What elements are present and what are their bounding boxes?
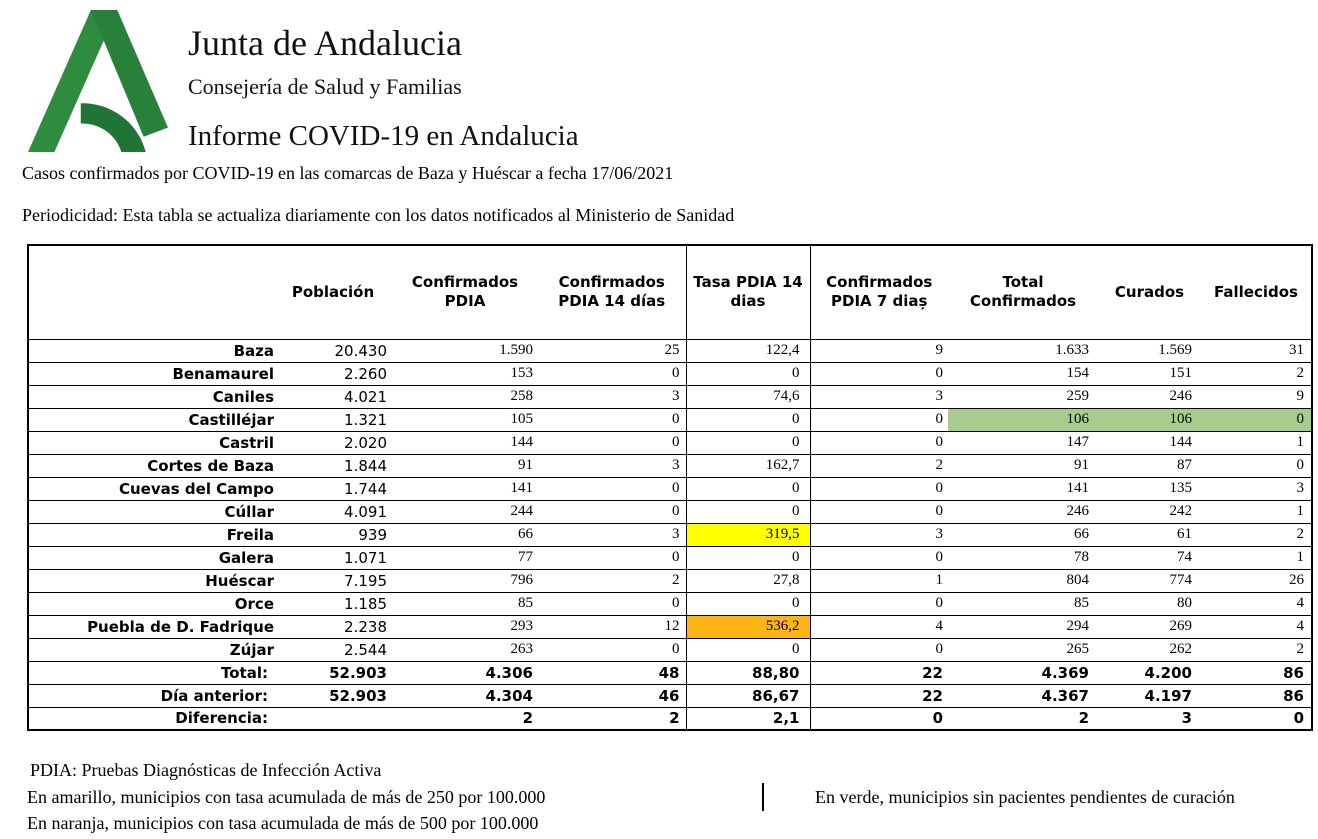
cell: 2	[538, 707, 686, 730]
table-body	[28, 339, 1312, 730]
cell: 66	[392, 523, 538, 546]
cell: 4.021	[274, 385, 392, 408]
cell: 2	[392, 707, 538, 730]
table-corner-cell	[28, 245, 274, 339]
cell: 135	[1098, 477, 1201, 500]
report-title: Informe COVID-19 en Andalucia	[188, 120, 579, 152]
cell: 0	[810, 408, 948, 431]
cell: 0	[686, 638, 810, 661]
cell: 87	[1098, 454, 1201, 477]
table-row	[28, 339, 1312, 362]
cell: 1	[1201, 431, 1312, 454]
cell: 106	[948, 408, 1098, 431]
cell: 0	[538, 431, 686, 454]
cell: 0	[810, 362, 948, 385]
cell: 0	[810, 546, 948, 569]
cell: 1.590	[392, 339, 538, 362]
cell: 3	[1201, 477, 1312, 500]
column-header: Total Confirmados	[969, 272, 1077, 311]
cell: 4.369	[948, 661, 1098, 684]
cell: 0	[810, 707, 948, 730]
cell: 0	[686, 431, 810, 454]
dept-title: Consejería de Salud y Familias	[188, 74, 462, 99]
cell: 74,6	[686, 385, 810, 408]
cell: 22	[810, 661, 948, 684]
junta-andalucia-logo-icon	[26, 8, 168, 152]
cell: 7.195	[274, 569, 392, 592]
summary-row	[28, 707, 1312, 730]
cell: 1.321	[274, 408, 392, 431]
cell: 74	[1098, 546, 1201, 569]
cell: 0	[810, 638, 948, 661]
table-row	[28, 362, 1312, 385]
cell: 0	[686, 592, 810, 615]
cell: 2	[810, 454, 948, 477]
cell: 0	[538, 592, 686, 615]
cell: 0	[1201, 707, 1312, 730]
cell: 2	[538, 569, 686, 592]
table-row	[28, 523, 1312, 546]
cell: 86	[1201, 661, 1312, 684]
cell: 0	[810, 477, 948, 500]
footnote-orange: En naranja, municipios con tasa acumulada de más de 500 por 100.000	[27, 813, 539, 833]
cell: 4.306	[392, 661, 538, 684]
cell: 78	[948, 546, 1098, 569]
cell: 2,1	[686, 707, 810, 730]
cell	[274, 707, 392, 730]
table-row	[28, 454, 1312, 477]
cell: 91	[948, 454, 1098, 477]
cell: 1	[810, 569, 948, 592]
cell: 0	[538, 638, 686, 661]
cell: 262	[1098, 638, 1201, 661]
cell: 0	[538, 408, 686, 431]
column-header: Población	[291, 282, 375, 301]
cell: 796	[392, 569, 538, 592]
cell: 3	[538, 454, 686, 477]
cell: 0	[1201, 454, 1312, 477]
cell: 4.200	[1098, 661, 1201, 684]
municipality-name: Zújar	[28, 638, 274, 661]
summary-label: Día anterior:	[28, 684, 274, 707]
cell: 86,67	[686, 684, 810, 707]
table-row	[28, 500, 1312, 523]
municipality-name: Cuevas del Campo	[28, 477, 274, 500]
report-subtitle: Casos confirmados por COVID-19 en las comarcas de Baza y Huéscar a fecha 17/06/2021	[22, 163, 674, 183]
cell: 3	[538, 385, 686, 408]
cell: 106	[1098, 408, 1201, 431]
municipality-name: Cúllar	[28, 500, 274, 523]
cell: 22	[810, 684, 948, 707]
cell: 86	[1201, 684, 1312, 707]
cell: 151	[1098, 362, 1201, 385]
cell: 91	[392, 454, 538, 477]
table-row	[28, 431, 1312, 454]
cell: 61	[1098, 523, 1201, 546]
cell: 2.544	[274, 638, 392, 661]
cell: 4	[810, 615, 948, 638]
cell: 1.569	[1098, 339, 1201, 362]
cell: 293	[392, 615, 538, 638]
cell: 242	[1098, 500, 1201, 523]
cell: 85	[392, 592, 538, 615]
column-header: Tasa PDIA 14 dias	[686, 245, 810, 339]
municipality-name: Cortes de Baza	[28, 454, 274, 477]
cell: 259	[948, 385, 1098, 408]
cell: 154	[948, 362, 1098, 385]
cell: 3	[810, 523, 948, 546]
cell: 2	[948, 707, 1098, 730]
cell: 26	[1201, 569, 1312, 592]
cell: 804	[948, 569, 1098, 592]
cell: 144	[392, 431, 538, 454]
summary-row	[28, 684, 1312, 707]
cell: 52.903	[274, 661, 392, 684]
footnote-yellow: En amarillo, municipios con tasa acumulada de más de 250 por 100.000	[27, 787, 546, 807]
cell: 2	[1201, 523, 1312, 546]
cell: 20.430	[274, 339, 392, 362]
cell: 0	[810, 592, 948, 615]
cell: 1.071	[274, 546, 392, 569]
cell: 77	[392, 546, 538, 569]
cell: 774	[1098, 569, 1201, 592]
cell: 3	[1098, 707, 1201, 730]
cell: 4.367	[948, 684, 1098, 707]
cell: 0	[686, 546, 810, 569]
table-row	[28, 546, 1312, 569]
cell: 265	[948, 638, 1098, 661]
column-header: Confirmados PDIA 7 diaș	[826, 272, 933, 311]
cell: 0	[538, 500, 686, 523]
cell: 939	[274, 523, 392, 546]
cell: 31	[1201, 339, 1312, 362]
cell: 258	[392, 385, 538, 408]
cell: 27,8	[686, 569, 810, 592]
summary-row	[28, 661, 1312, 684]
cell: 122,4	[686, 339, 810, 362]
cell: 2.020	[274, 431, 392, 454]
table-row	[28, 569, 1312, 592]
cell: 319,5	[686, 523, 810, 546]
cell: 4.304	[392, 684, 538, 707]
cell: 80	[1098, 592, 1201, 615]
cell: 2	[1201, 638, 1312, 661]
cell: 0	[686, 500, 810, 523]
municipality-name: Castilléjar	[28, 408, 274, 431]
cell: 0	[686, 362, 810, 385]
municipality-name: Baza	[28, 339, 274, 362]
table-row	[28, 615, 1312, 638]
cell: 0	[810, 500, 948, 523]
column-header: Confirmados PDIA	[411, 272, 519, 311]
cell: 2.260	[274, 362, 392, 385]
org-title: Junta de Andalucia	[188, 23, 462, 63]
municipality-name: Benamaurel	[28, 362, 274, 385]
cell: 294	[948, 615, 1098, 638]
cell: 536,2	[686, 615, 810, 638]
cell: 3	[810, 385, 948, 408]
column-header: Curados	[1114, 282, 1185, 301]
municipality-name: Huéscar	[28, 569, 274, 592]
periodicity-note: Periodicidad: Esta tabla se actualiza diariamente con los datos notificados al Ministerio de Sanidad	[22, 205, 735, 225]
cell: 0	[686, 408, 810, 431]
cell: 1.744	[274, 477, 392, 500]
cell: 1.633	[948, 339, 1098, 362]
cell: 244	[392, 500, 538, 523]
cell: 3	[538, 523, 686, 546]
summary-label: Total:	[28, 661, 274, 684]
cell: 0	[686, 477, 810, 500]
municipality-name: Castril	[28, 431, 274, 454]
cell: 9	[810, 339, 948, 362]
cell: 4.197	[1098, 684, 1201, 707]
table-header-row	[28, 245, 1312, 339]
cell: 48	[538, 661, 686, 684]
table-row	[28, 385, 1312, 408]
cell: 246	[948, 500, 1098, 523]
covid-cases-table	[27, 244, 1313, 731]
cell: 269	[1098, 615, 1201, 638]
cell: 2	[1201, 362, 1312, 385]
cell: 162,7	[686, 454, 810, 477]
cell: 4	[1201, 615, 1312, 638]
cell: 0	[1201, 408, 1312, 431]
cell: 46	[538, 684, 686, 707]
cell: 88,80	[686, 661, 810, 684]
cell: 52.903	[274, 684, 392, 707]
cell: 0	[810, 431, 948, 454]
footnote-divider	[762, 783, 764, 811]
cell: 2.238	[274, 615, 392, 638]
cell: 85	[948, 592, 1098, 615]
column-header: Confirmados PDIA 14 días	[558, 272, 666, 311]
footnote-pdia: PDIA: Pruebas Diagnósticas de Infección Activa	[30, 760, 382, 780]
table-row	[28, 477, 1312, 500]
cell: 4	[1201, 592, 1312, 615]
cell: 25	[538, 339, 686, 362]
cell: 246	[1098, 385, 1201, 408]
cell: 12	[538, 615, 686, 638]
municipality-name: Orce	[28, 592, 274, 615]
footnote-green: En verde, municipios sin pacientes pendientes de curación	[815, 787, 1235, 807]
cell: 0	[538, 477, 686, 500]
cell: 1.185	[274, 592, 392, 615]
municipality-name: Galera	[28, 546, 274, 569]
cell: 0	[538, 362, 686, 385]
table-row	[28, 592, 1312, 615]
cell: 144	[1098, 431, 1201, 454]
cell: 153	[392, 362, 538, 385]
cell: 66	[948, 523, 1098, 546]
municipality-name: Caniles	[28, 385, 274, 408]
cell: 263	[392, 638, 538, 661]
summary-label: Diferencia:	[28, 707, 274, 730]
cell: 105	[392, 408, 538, 431]
cell: 1	[1201, 546, 1312, 569]
table-row	[28, 408, 1312, 431]
cell: 1	[1201, 500, 1312, 523]
municipality-name: Puebla de D. Fadrique	[28, 615, 274, 638]
cell: 141	[948, 477, 1098, 500]
column-header: Fallecidos	[1214, 282, 1298, 301]
cell: 0	[538, 546, 686, 569]
table-row	[28, 638, 1312, 661]
cell: 1.844	[274, 454, 392, 477]
cell: 141	[392, 477, 538, 500]
cell: 4.091	[274, 500, 392, 523]
cell: 9	[1201, 385, 1312, 408]
cell: 147	[948, 431, 1098, 454]
municipality-name: Freila	[28, 523, 274, 546]
